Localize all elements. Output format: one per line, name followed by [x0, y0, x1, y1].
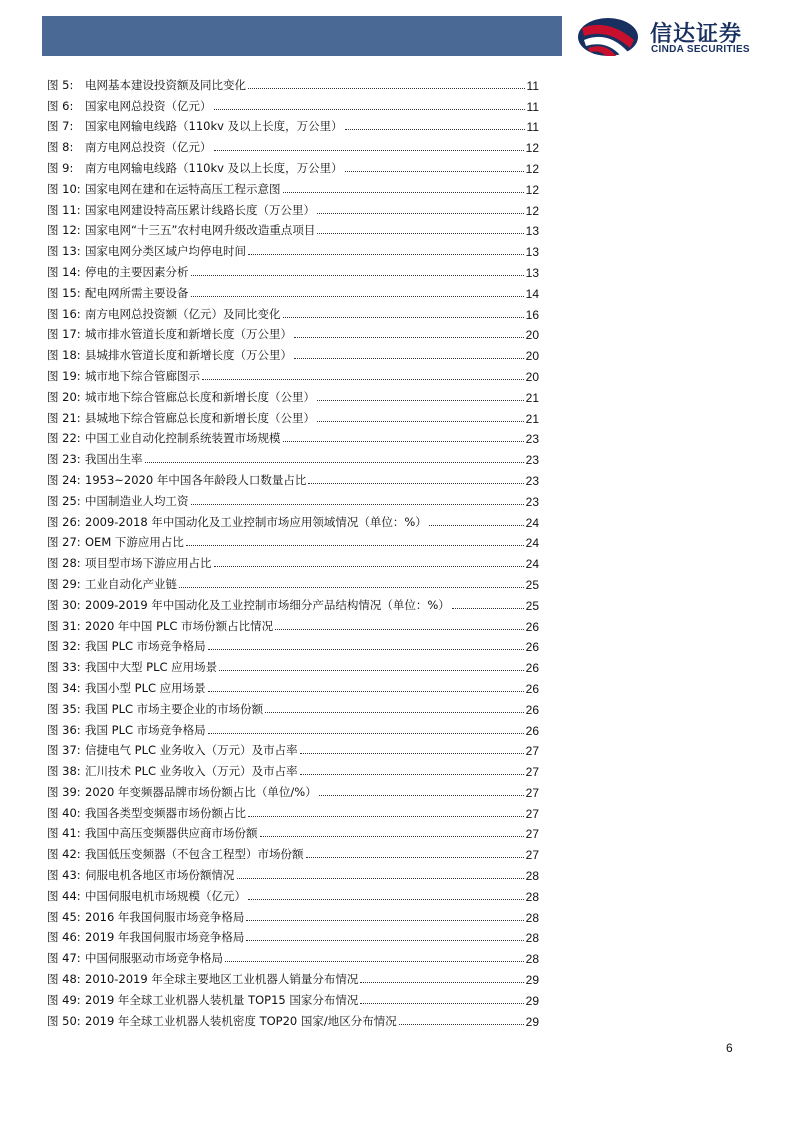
toc-entry[interactable]	[47, 363, 539, 384]
toc-figure-number: 图 50:	[47, 1013, 81, 1028]
toc-page-number: 27	[525, 806, 539, 821]
toc-title: 1953~2020 年中国各年龄段人口数量占比	[85, 472, 307, 487]
toc-figure-number: 图 10:	[47, 181, 81, 196]
toc-entry[interactable]	[47, 176, 539, 197]
toc-title: 国家电网分类区域户均停电时间	[85, 244, 246, 259]
toc-entry[interactable]	[47, 592, 539, 613]
toc-entry[interactable]	[47, 467, 539, 488]
toc-title: 我国 PLC 市场竞争格局	[85, 639, 206, 654]
toc-page-number: 23	[525, 432, 539, 447]
toc-leader-dots	[208, 733, 524, 734]
toc-entry[interactable]	[47, 904, 539, 925]
toc-page-number: 12	[525, 161, 539, 176]
toc-leader-dots	[345, 171, 524, 172]
toc-figure-number: 图 36:	[47, 722, 81, 737]
toc-page-number: 25	[525, 598, 539, 613]
toc-figure-number: 图 6:	[47, 98, 74, 113]
toc-title: 我国 PLC 市场主要企业的市场份额	[85, 701, 264, 716]
toc-figure-number: 图 22:	[47, 431, 81, 446]
toc-title: 2009-2019 年中国动化及工业控制市场细分产品结构情况（单位：%）	[85, 597, 450, 612]
toc-entry[interactable]	[47, 966, 539, 987]
toc-figure-number: 图 41:	[47, 826, 81, 841]
toc-entry[interactable]	[47, 301, 539, 322]
toc-page-number: 26	[525, 619, 539, 634]
toc-entry[interactable]	[47, 1008, 539, 1029]
toc-entry[interactable]	[47, 218, 539, 239]
toc-leader-dots	[308, 483, 523, 484]
toc-page-number: 24	[525, 515, 539, 530]
toc-entry[interactable]	[47, 509, 539, 530]
toc-leader-dots	[246, 940, 523, 941]
toc-leader-dots	[248, 899, 524, 900]
toc-leader-dots	[219, 670, 523, 671]
toc-entry[interactable]	[47, 72, 539, 93]
toc-title: 我国各类型变频器市场份额占比	[85, 805, 246, 820]
toc-entry[interactable]	[47, 238, 539, 259]
toc-entry[interactable]	[47, 384, 539, 405]
toc-leader-dots	[317, 400, 524, 401]
toc-leader-dots	[275, 629, 524, 630]
toc-title: 我国小型 PLC 应用场景	[85, 680, 206, 695]
toc-title: 工业自动化产业链	[85, 576, 177, 591]
toc-title: 国家电网输电线路（110kv 及以上长度，万公里）	[85, 119, 343, 134]
toc-figure-number: 图 26:	[47, 514, 81, 529]
toc-leader-dots	[246, 920, 523, 921]
toc-entry[interactable]	[47, 259, 539, 280]
toc-entry[interactable]	[47, 717, 539, 738]
toc-leader-dots	[225, 961, 524, 962]
toc-entry[interactable]	[47, 925, 539, 946]
toc-page-number: 26	[525, 723, 539, 738]
toc-figure-number: 图 33:	[47, 660, 81, 675]
toc-entry[interactable]	[47, 488, 539, 509]
toc-entry[interactable]	[47, 114, 539, 135]
toc-figure-number: 图 24:	[47, 472, 81, 487]
toc-leader-dots	[294, 337, 524, 338]
toc-figure-number: 图 11:	[47, 202, 81, 217]
toc-title: 中国制造业人均工资	[85, 493, 189, 508]
toc-entry[interactable]	[47, 779, 539, 800]
toc-page-number: 26	[525, 702, 539, 717]
toc-title: OEM 下游应用占比	[85, 535, 184, 550]
toc-title: 中国工业自动化控制系统装置市场规模	[85, 431, 281, 446]
toc-page-number: 11	[526, 120, 539, 135]
toc-figure-number: 图 43:	[47, 868, 81, 883]
toc-title: 中国伺服驱动市场竞争格局	[85, 951, 223, 966]
toc-leader-dots	[265, 712, 523, 713]
toc-entry[interactable]	[47, 93, 539, 114]
toc-figure-number: 图 15:	[47, 285, 81, 300]
toc-page-number: 28	[525, 910, 539, 925]
toc-title: 2010-2019 年全球主要地区工业机器人销量分布情况	[85, 972, 359, 987]
toc-page-number: 29	[525, 993, 539, 1008]
toc-title: 国家电网建设特高压累计线路长度（万公里）	[85, 202, 315, 217]
toc-figure-number: 图 34:	[47, 680, 81, 695]
toc-page-number: 16	[525, 307, 539, 322]
toc-figure-number: 图 29:	[47, 576, 81, 591]
toc-entry[interactable]	[47, 342, 539, 363]
toc-figure-number: 图 37:	[47, 743, 81, 758]
toc-leader-dots	[399, 1024, 524, 1025]
toc-page-number: 27	[525, 827, 539, 842]
toc-page-number: 27	[525, 848, 539, 863]
toc-entry[interactable]	[47, 800, 539, 821]
toc-page-number: 29	[525, 973, 539, 988]
toc-title: 2019 年全球工业机器人装机量 TOP15 国家分布情况	[85, 992, 359, 1007]
toc-leader-dots	[208, 691, 524, 692]
toc-figure-number: 图 13:	[47, 244, 81, 259]
toc-title: 项目型市场下游应用占比	[85, 556, 212, 571]
toc-leader-dots	[248, 816, 524, 817]
toc-title: 国家电网总投资（亿元）	[85, 98, 212, 113]
cinda-logo	[572, 14, 772, 60]
toc-page-number: 20	[525, 369, 539, 384]
toc-figure-number: 图 39:	[47, 784, 81, 799]
toc-figure-number: 图 31:	[47, 618, 81, 633]
toc-page-number: 28	[525, 869, 539, 884]
toc-page-number: 29	[525, 1014, 539, 1029]
toc-page-number: 26	[525, 661, 539, 676]
toc-title: 南方电网输电线路（110kv 及以上长度，万公里）	[85, 160, 343, 175]
toc-figure-number: 图 7:	[47, 119, 74, 134]
toc-leader-dots	[283, 441, 524, 442]
toc-page-number: 23	[525, 453, 539, 468]
toc-entry[interactable]	[47, 654, 539, 675]
toc-figure-number: 图 5:	[47, 77, 74, 92]
brand-name-cn: 信达证券	[650, 22, 743, 47]
toc-entry[interactable]	[47, 134, 539, 155]
toc-figure-number: 图 47:	[47, 951, 81, 966]
toc-leader-dots	[360, 1003, 523, 1004]
toc-figure-number: 图 17:	[47, 327, 81, 342]
toc-entry[interactable]	[47, 841, 539, 862]
toc-entry[interactable]	[47, 155, 539, 176]
toc-leader-dots	[300, 774, 524, 775]
toc-leader-dots	[248, 254, 524, 255]
toc-figure-number: 图 25:	[47, 493, 81, 508]
toc-page-number: 14	[525, 286, 539, 301]
toc-title: 县城排水管道长度和新增长度（万公里）	[85, 348, 292, 363]
toc-page-number: 25	[525, 577, 539, 592]
brand-name-en: CINDA SECURITIES	[651, 44, 750, 55]
toc-page-number: 12	[525, 182, 539, 197]
toc-page-number: 24	[525, 557, 539, 572]
toc-title: 停电的主要因素分析	[85, 264, 189, 279]
toc-figure-number: 图 16:	[47, 306, 81, 321]
page-number: 6	[726, 1041, 733, 1055]
toc-entry[interactable]	[47, 987, 539, 1008]
toc-leader-dots	[191, 296, 524, 297]
toc-entry[interactable]	[47, 322, 539, 343]
toc-leader-dots	[283, 317, 524, 318]
toc-page-number: 27	[525, 785, 539, 800]
toc-figure-number: 图 20:	[47, 389, 81, 404]
toc-page-number: 13	[525, 265, 539, 280]
toc-entry[interactable]	[47, 675, 539, 696]
toc-title: 2019 年我国伺服市场竞争格局	[85, 930, 245, 945]
toc-page-number: 20	[525, 328, 539, 343]
toc-page-number: 28	[525, 889, 539, 904]
toc-figure-number: 图 40:	[47, 805, 81, 820]
toc-leader-dots	[345, 129, 525, 130]
toc-figure-number: 图 23:	[47, 452, 81, 467]
toc-page-number: 28	[525, 952, 539, 967]
toc-leader-dots	[360, 982, 523, 983]
toc-page-number: 27	[525, 744, 539, 759]
toc-leader-dots	[317, 421, 524, 422]
toc-figure-number: 图 30:	[47, 597, 81, 612]
toc-entry[interactable]	[47, 550, 539, 571]
toc-figure-number: 图 49:	[47, 992, 81, 1007]
toc-entry[interactable]	[47, 426, 539, 447]
toc-title: 我国出生率	[85, 452, 143, 467]
header-bar	[42, 16, 562, 56]
toc-title: 城市地下综合管廊图示	[85, 368, 200, 383]
toc-page-number: 21	[525, 390, 539, 405]
toc-leader-dots	[186, 545, 524, 546]
toc-entry[interactable]	[47, 197, 539, 218]
toc-figure-number: 图 42:	[47, 847, 81, 862]
toc-title: 伺服电机各地区市场份额情况	[85, 868, 235, 883]
toc-figure-number: 图 27:	[47, 535, 81, 550]
toc-page-number: 23	[525, 494, 539, 509]
toc-figure-number: 图 14:	[47, 264, 81, 279]
toc-title: 2020 年变频器品牌市场份额占比（单位/%）	[85, 784, 317, 799]
toc-entry[interactable]	[47, 530, 539, 551]
toc-figure-number: 图 48:	[47, 972, 81, 987]
toc-figure-number: 图 12:	[47, 223, 81, 238]
toc-entry[interactable]	[47, 634, 539, 655]
toc-entry[interactable]	[47, 758, 539, 779]
toc-title: 县城地下综合管廊总长度和新增长度（公里）	[85, 410, 315, 425]
toc-entry[interactable]	[47, 821, 539, 842]
toc-page-number: 28	[525, 931, 539, 946]
toc-leader-dots	[145, 462, 524, 463]
toc-title: 中国伺服电机市场规模（亿元）	[85, 888, 246, 903]
toc-figure-number: 图 44:	[47, 888, 81, 903]
toc-title: 信捷电气 PLC 业务收入（万元）及市占率	[85, 743, 298, 758]
toc-title: 我国中高压变频器供应商市场份额	[85, 826, 258, 841]
toc-title: 电网基本建设投资额及同比变化	[85, 77, 246, 92]
toc-leader-dots	[208, 649, 524, 650]
toc-figure-number: 图 46:	[47, 930, 81, 945]
toc-title: 南方电网总投资额（亿元）及同比变化	[85, 306, 281, 321]
toc-leader-dots	[452, 608, 524, 609]
toc-title: 我国中大型 PLC 应用场景	[85, 660, 218, 675]
toc-entry[interactable]	[47, 280, 539, 301]
toc-entry[interactable]	[47, 613, 539, 634]
toc-figure-number: 图 35:	[47, 701, 81, 716]
toc-title: 南方电网总投资（亿元）	[85, 140, 212, 155]
toc-page-number: 13	[525, 245, 539, 260]
toc-page-number: 20	[525, 349, 539, 364]
toc-leader-dots	[179, 587, 524, 588]
toc-entry[interactable]	[47, 696, 539, 717]
toc-page-number: 26	[525, 640, 539, 655]
toc-title: 我国 PLC 市场竞争格局	[85, 722, 206, 737]
toc-page-number: 26	[525, 681, 539, 696]
toc-leader-dots	[248, 88, 525, 89]
toc-figure-number: 图 19:	[47, 368, 81, 383]
toc-page-number: 23	[525, 473, 539, 488]
toc-entry[interactable]	[47, 945, 539, 966]
toc-page-number: 27	[525, 765, 539, 780]
toc-title: 2019 年全球工业机器人装机密度 TOP20 国家/地区分布情况	[85, 1013, 397, 1028]
toc-entry[interactable]	[47, 446, 539, 467]
toc-leader-dots	[237, 878, 524, 879]
toc-figure-number: 图 28:	[47, 556, 81, 571]
toc-entry[interactable]	[47, 862, 539, 883]
toc-page-number: 24	[525, 536, 539, 551]
toc-title: 国家电网在建和在运特高压工程示意图	[85, 181, 281, 196]
cinda-logo-icon	[576, 16, 640, 58]
toc-page-number: 13	[525, 224, 539, 239]
toc-figure-number: 图 38:	[47, 764, 81, 779]
toc-leader-dots	[202, 379, 524, 380]
toc-entry[interactable]	[47, 883, 539, 904]
toc-title: 城市排水管道长度和新增长度（万公里）	[85, 327, 292, 342]
toc-leader-dots	[319, 795, 524, 796]
toc-title: 2020 年中国 PLC 市场份额占比情况	[85, 618, 274, 633]
toc-entry[interactable]	[47, 571, 539, 592]
toc-leader-dots	[317, 233, 523, 234]
toc-leader-dots	[283, 192, 524, 193]
toc-page-number: 11	[526, 78, 539, 93]
toc-figure-number: 图 9:	[47, 160, 74, 175]
toc-title: 国家电网“十三五”农村电网升级改造重点项目	[85, 223, 316, 238]
toc-page-number: 12	[525, 203, 539, 218]
toc-leader-dots	[317, 213, 524, 214]
toc-title: 2016 年我国伺服市场竞争格局	[85, 909, 245, 924]
toc-leader-dots	[300, 753, 524, 754]
toc-figure-number: 图 45:	[47, 909, 81, 924]
toc-page-number: 11	[526, 99, 539, 114]
toc-leader-dots	[191, 275, 524, 276]
toc-leader-dots	[294, 358, 524, 359]
toc-figure-number: 图 21:	[47, 410, 81, 425]
toc-leader-dots	[214, 109, 525, 110]
toc-title: 汇川技术 PLC 业务收入（万元）及市占率	[85, 764, 298, 779]
toc-figure-number: 图 18:	[47, 348, 81, 363]
toc-leader-dots	[260, 836, 524, 837]
toc-title: 2009-2018 年中国动化及工业控制市场应用领域情况（单位：%）	[85, 514, 427, 529]
toc-leader-dots	[429, 525, 524, 526]
toc-page-number: 21	[525, 411, 539, 426]
toc-leader-dots	[191, 504, 524, 505]
toc-title: 我国低压变频器（不包含工程型）市场份额	[85, 847, 304, 862]
toc-entry[interactable]	[47, 405, 539, 426]
figure-list	[47, 72, 539, 1029]
toc-title: 配电网所需主要设备	[85, 285, 189, 300]
toc-page-number: 12	[525, 141, 539, 156]
toc-leader-dots	[214, 566, 524, 567]
toc-entry[interactable]	[47, 738, 539, 759]
toc-leader-dots	[214, 150, 524, 151]
toc-title: 城市地下综合管廊总长度和新增长度（公里）	[85, 389, 315, 404]
toc-figure-number: 图 32:	[47, 639, 81, 654]
toc-leader-dots	[306, 857, 524, 858]
toc-figure-number: 图 8:	[47, 140, 74, 155]
